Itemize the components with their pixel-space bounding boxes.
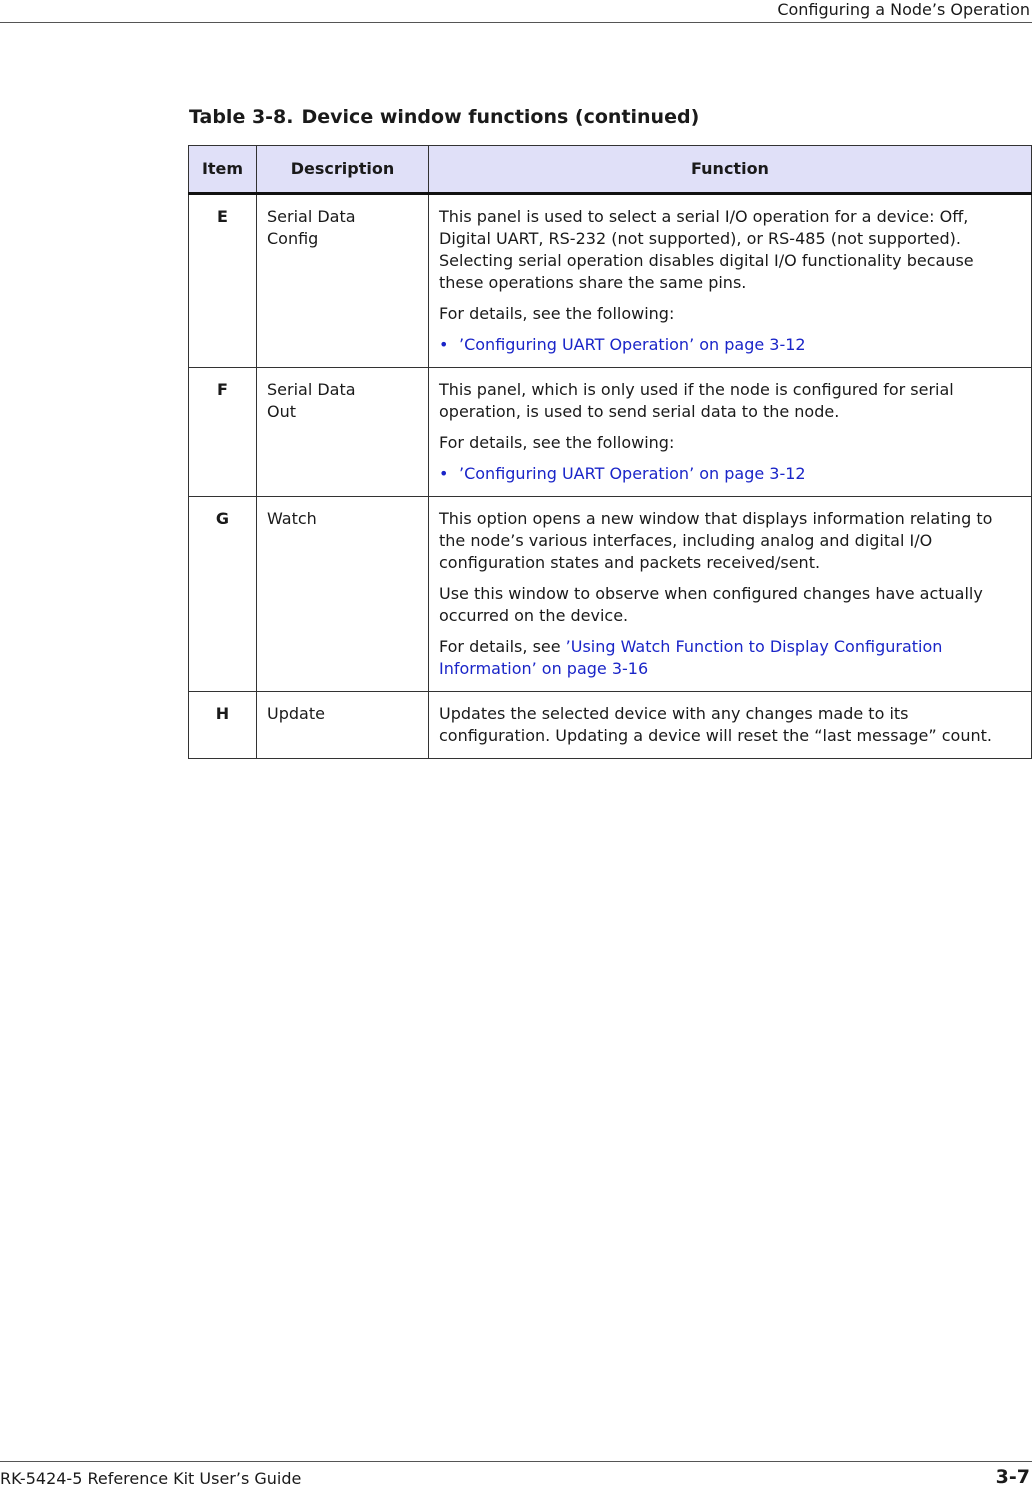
function-cell [429,497,1032,692]
item-cell: F [189,368,257,497]
bullet-icon: • [439,335,449,354]
table-header-row [189,146,1032,194]
table-caption-label: Table 3-8. [189,106,294,128]
footer-guide-title: RK-5424-5 Reference Kit User’s Guide [0,1469,302,1488]
function-paragraph: For details, see the following: [439,304,675,323]
item-cell: H [189,692,257,759]
table-caption-title: Device window functions (continued) [301,106,700,128]
function-paragraph: This panel, which is only used if the node is configured for serial operation, is used to send serial data to the node. [439,380,954,421]
table-row [189,194,1032,368]
details-prefix: For details, see [439,637,566,656]
function-cell [429,692,1032,759]
description-line: Serial Data [267,380,356,399]
page-number: 3-7 [995,1466,1030,1488]
column-header-item: Item [189,146,257,194]
function-paragraph: This panel is used to select a serial I/O operation for a device: Off, Digital UART, RS-232 (not supported), or RS-485 (not supported). Selecting serial operation disables digital I/O functionality because these operations share the same pins. [439,207,974,292]
cross-reference-link[interactable]: ’Using Watch Function to Display Configuration Information’ on page 3-16 [439,637,943,678]
header-rule [0,22,1032,23]
table-row [189,497,1032,692]
table-row [189,368,1032,497]
function-paragraph: Updates the selected device with any changes made to its configuration. Updating a device will reset the “last message” count. [439,704,992,745]
description-cell [257,692,429,759]
item-cell: E [189,194,257,368]
description-cell [257,368,429,497]
description-cell [257,497,429,692]
function-paragraph: For details, see the following: [439,433,675,452]
function-cell [429,368,1032,497]
description-line: Update [267,704,325,723]
cross-reference-link[interactable]: ’Configuring UART Operation’ on page 3-12 [459,464,806,483]
function-cell [429,194,1032,368]
column-header-description: Description [257,146,429,194]
function-paragraph: This option opens a new window that displays information relating to the node’s various interfaces, including analog and digital I/O configuration states and packets received/sent. [439,509,993,572]
function-paragraph [439,636,1021,680]
bullet-icon: • [439,464,449,483]
column-header-function: Function [429,146,1032,194]
description-line: Serial Data [267,207,356,226]
cross-reference-item [439,334,1021,356]
footer-rule [0,1461,1032,1462]
item-cell: G [189,497,257,692]
description-line: Config [267,229,319,248]
table-row [189,692,1032,759]
device-window-functions-table [188,145,1032,759]
description-line: Watch [267,509,317,528]
cross-reference-link[interactable]: ’Configuring UART Operation’ on page 3-12 [459,335,806,354]
description-cell [257,194,429,368]
description-line: Out [267,402,297,421]
running-header: Configuring a Node’s Operation [777,0,1030,19]
function-paragraph: Use this window to observe when configured changes have actually occurred on the device. [439,584,983,625]
table-caption [189,106,699,128]
cross-reference-item [439,463,1021,485]
